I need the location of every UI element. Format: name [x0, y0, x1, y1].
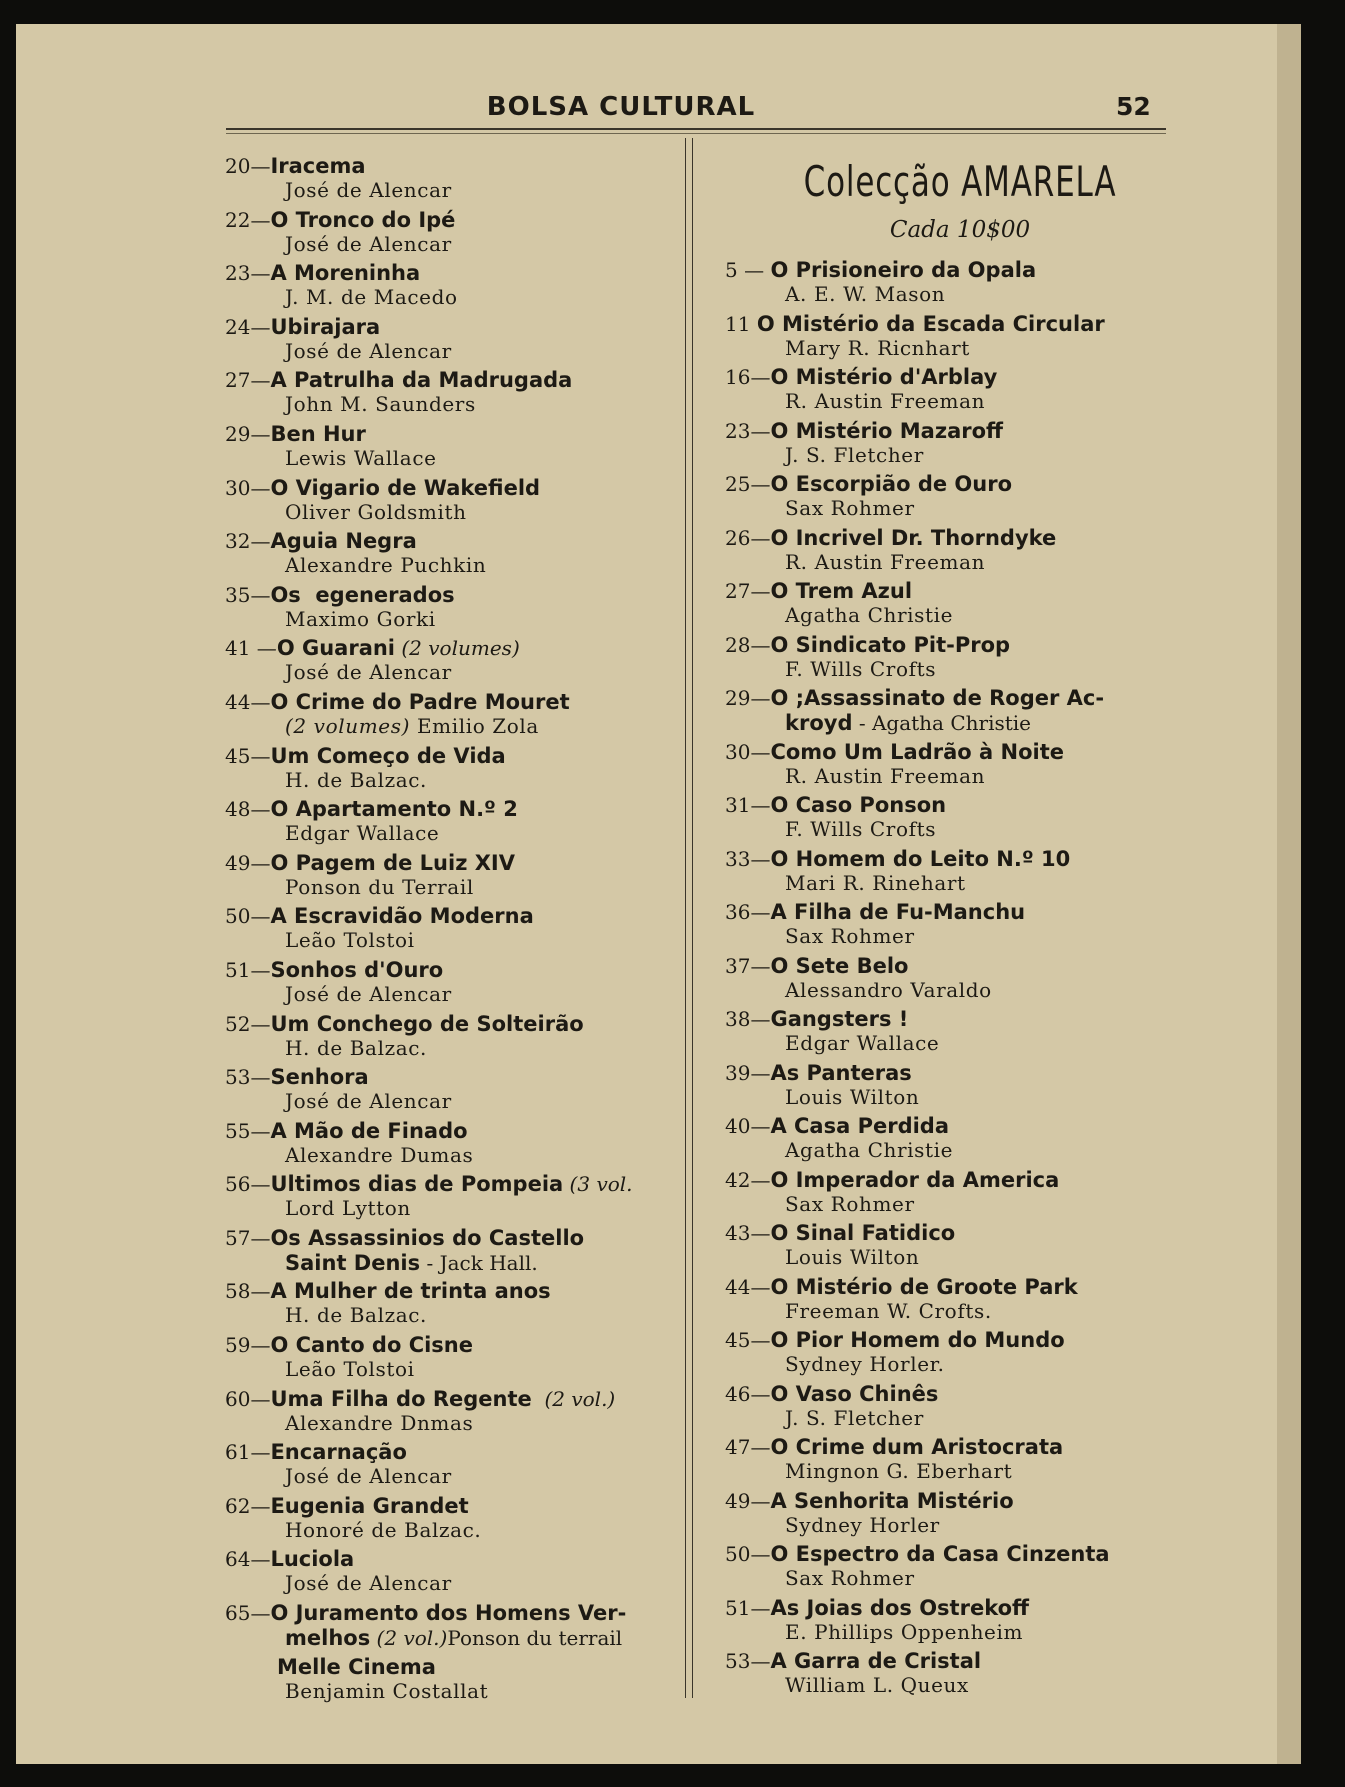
book-entry: 11 O Mistério da Escada Circular Mary R. Ricnhart [725, 311, 1105, 360]
book-entry: 31—O Caso Ponson F. Wills Crofts [725, 793, 947, 841]
header-rule [226, 128, 1166, 134]
book-entry: Melle Cinema Benjamin Costallat [277, 1654, 489, 1703]
book-entry: 65—O Juramento dos Homens Ver- melhos (2 vol.)Ponson du terrail [225, 1601, 627, 1651]
book-entry: 27—O Trem Azul Agatha Christie [725, 579, 954, 627]
book-entry: 59—O Canto do Cisne Leão Tolstoi [225, 1333, 473, 1382]
book-entry: 64—Luciola José de Alencar [225, 1547, 452, 1596]
book-entry: 23—O Mistério Mazaroff J. S. Fletcher [725, 418, 1004, 467]
book-entry: 35—Os egenerados Maximo Gorki [225, 582, 455, 631]
book-entry: 5 — O Prisioneiro da Opala A. E. W. Mason [725, 258, 1037, 306]
book-entry: 51—As Joias dos Ostrekoff E. Phillips Oppenheim [725, 1595, 1030, 1644]
book-entry: 20—Iracema José de Alencar [225, 154, 452, 202]
page-title: BOLSA CULTURAL [486, 92, 756, 122]
book-entry: 44—O Crime do Padre Mouret (2 volumes) Emilio Zola [225, 689, 570, 738]
book-entry: 43—O Sinal Fatidico Louis Wilton [725, 1221, 956, 1269]
book-entry: 24—Ubirajara José de Alencar [225, 314, 452, 363]
book-entry: 45—Um Começo de Vida H. de Balzac. [225, 743, 506, 792]
book-entry: 61—Encarnação José de Alencar [225, 1440, 452, 1489]
book-entry: 49—A Senhorita Mistério Sydney Horler [725, 1488, 1014, 1537]
book-entry: 44—O Mistério de Groote Park Freeman W. Crofts. [725, 1274, 1078, 1323]
book-entry: 50—A Escravidão Moderna Leão Tolstoi [225, 904, 534, 953]
book-entry: 47—O Crime dum Aristocrata Mingnon G. Eberhart [725, 1435, 1064, 1483]
series-title: Colecção AMARELA [803, 157, 1117, 206]
book-entry: 48—O Apartamento N.º 2 Edgar Wallace [225, 797, 518, 846]
book-entry: 57—Os Assassinios do Castello Saint Denis - Jack Hall. [225, 1225, 585, 1275]
book-entry: 53—Senhora José de Alencar [225, 1065, 452, 1114]
book-entry: 30—Como Um Ladrão à Noite R. Austin Freeman [725, 739, 1064, 788]
book-entry: 32—Aguia Negra Alexandre Puchkin [225, 529, 487, 578]
book-entry: 29—O ;Assassinato de Roger Ac- kroyd - Agatha Christie [725, 686, 1105, 735]
book-entry: 49—O Pagem de Luiz XIV Ponson du Terrail [225, 850, 515, 899]
right-column [725, 154, 1195, 1703]
catalog-page [16, 24, 1301, 1764]
book-entry: 45—O Pior Homem do Mundo Sydney Horler. [725, 1328, 1065, 1376]
book-entry: 16—O Mistério d'Arblay R. Austin Freeman [725, 365, 998, 413]
book-entry: 26—O Incrivel Dr. Thorndyke R. Austin Freeman [725, 525, 1057, 574]
book-entry: 41 —O Guarani (2 volumes) José de Alencar [225, 636, 520, 685]
book-entry: 40—A Casa Perdida Agatha Christie [725, 1114, 954, 1162]
book-entry: 30—O Vigario de Wakefield Oliver Goldsmith [225, 475, 541, 524]
book-entry: 46—O Vaso Chinês J. S. Fletcher [725, 1381, 939, 1430]
book-entry: 58—A Mulher de trinta anos H. de Balzac. [225, 1279, 551, 1328]
series-price: Cada 10$00 [889, 217, 1031, 243]
book-entry: 39—As Panteras Louis Wilton [725, 1060, 920, 1109]
book-entry: 62—Eugenia Grandet Honoré de Balzac. [225, 1493, 482, 1542]
book-entry: 25—O Escorpião de Ouro Sax Rohmer [725, 472, 1013, 520]
book-entry: 22—O Tronco do Ipé José de Alencar [225, 207, 456, 256]
book-entry: 36—A Filha de Fu-Manchu Sax Rohmer [725, 900, 1026, 948]
book-entry: 23—A Moreninha J. M. de Macedo [225, 261, 458, 310]
book-entry: 37—O Sete Belo Alessandro Varaldo [725, 953, 992, 1002]
page-edge [1277, 24, 1301, 1764]
book-entry: 60—Uma Filha do Regente (2 vol.) Alexandre Dnmas [225, 1386, 616, 1435]
book-entry: 51—Sonhos d'Ouro José de Alencar [225, 957, 452, 1006]
book-entry: 27—A Patrulha da Madrugada John M. Saunders [225, 368, 573, 417]
book-entry: 50—O Espectro da Casa Cinzenta Sax Rohmer [725, 1542, 1110, 1590]
book-entry: 38—Gangsters ! Edgar Wallace [725, 1007, 940, 1055]
page-header [16, 92, 1156, 142]
book-entry: 42—O Imperador da America Sax Rohmer [725, 1167, 1060, 1216]
left-column [225, 154, 675, 1708]
page-number: 52 [1116, 92, 1151, 121]
book-entry: 55—A Mão de Finado Alexandre Dumas [225, 1118, 474, 1167]
book-entry: 33—O Homem do Leito N.º 10 Mari R. Rinehart [725, 846, 1071, 895]
book-entry: 52—Um Conchego de Solteirão H. de Balzac. [225, 1011, 584, 1060]
column-divider [685, 138, 693, 1698]
book-entry: 53—A Garra de Cristal William L. Queux [725, 1649, 982, 1697]
book-entry: 29—Ben Hur Lewis Wallace [225, 421, 437, 470]
book-entry: 28—O Sindicato Pit-Prop F. Wills Crofts [725, 632, 1011, 681]
book-entry: 56—Ultimos dias de Pompeia (3 vol. Lord Lytton [225, 1172, 633, 1221]
